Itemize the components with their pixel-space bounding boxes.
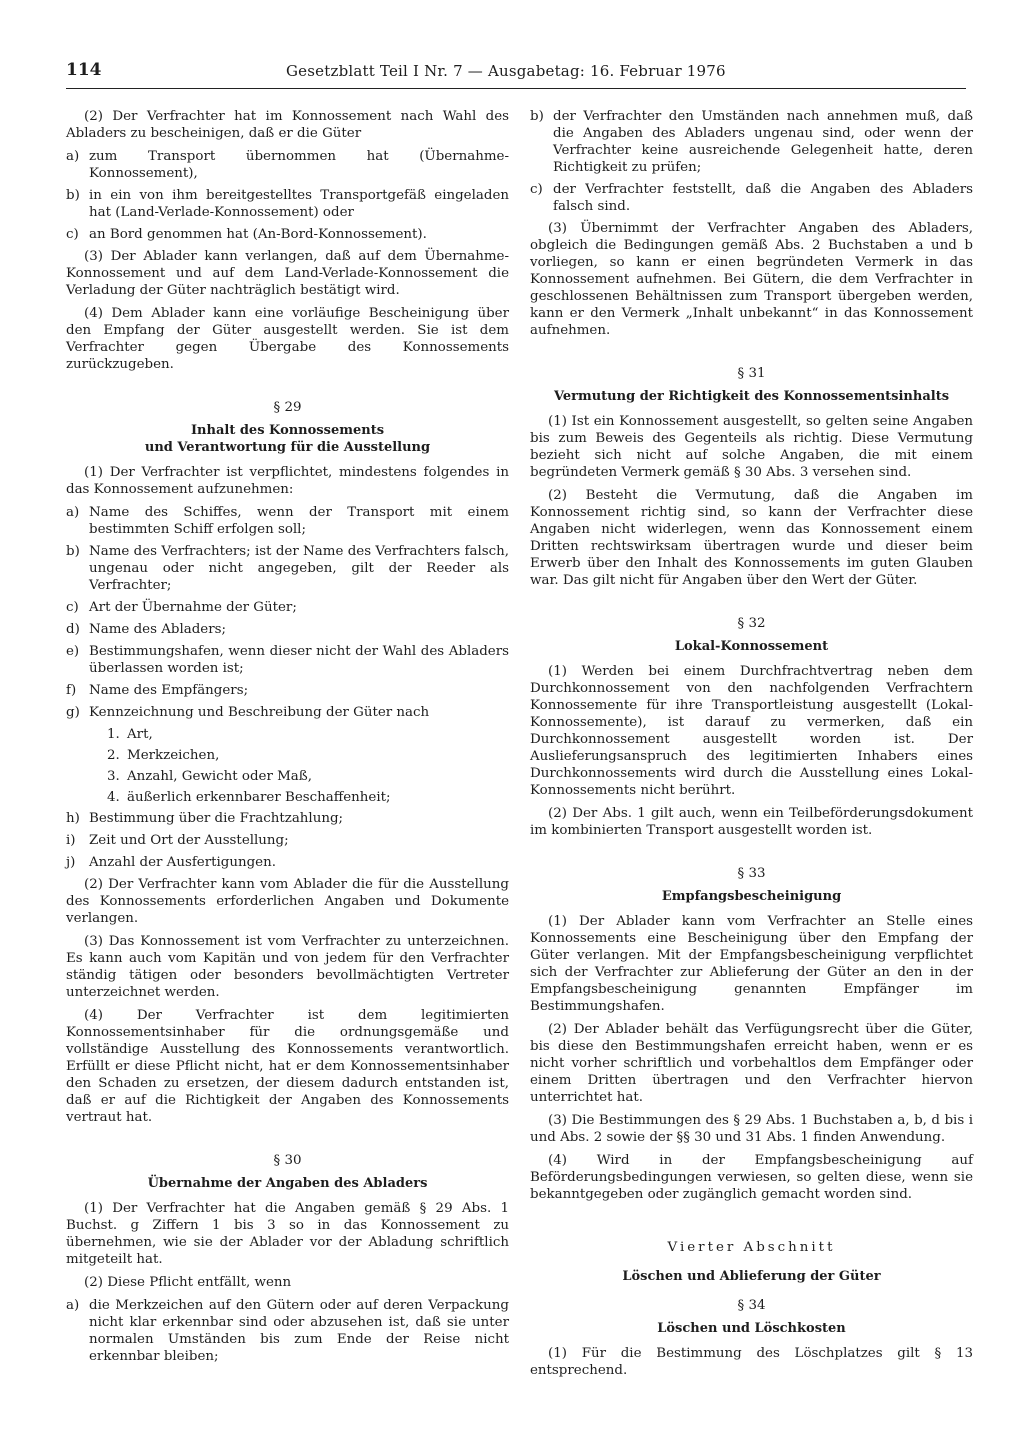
paragraph: (4) Wird in der Empfangsbescheinigung auf Beförderungsbedingungen verwiesen, so gelten diese, wenn sie bekanntgegeben oder zugänglich gemacht worden sind. <box>530 1153 973 1202</box>
left-column <box>66 108 509 1370</box>
list-item: c) der Verfrachter feststellt, daß die Angaben des Abladers falsch sind. <box>530 182 973 214</box>
paragraph: (4) Dem Ablader kann eine vorläufige Bescheinigung über den Empfang der Güter ausgestellt werden. Sie ist dem Verfrachter gegen Übergabe des Konnossements zurückzugeben. <box>66 306 509 372</box>
list-item: a) die Merkzeichen auf den Gütern oder auf deren Verpackung nicht klar erkennbar sind oder abzusehen ist, daß sie unter normalen Umständen bis zum Ende der Reise nicht erkennbar bleiben; <box>66 1298 509 1364</box>
paragraph: (1) Der Verfrachter ist verpflichtet, mindestens folgendes in das Konnossement aufzunehmen: <box>66 465 509 497</box>
list-item: j) Anzahl der Ausfertigungen. <box>66 855 276 870</box>
list-item: a) zum Transport übernommen hat (Übernahme-Konnossement), <box>66 149 509 181</box>
list-item: h) Bestimmung über die Frachtzahlung; <box>66 811 344 826</box>
section-title: Inhalt des Konnossements und Verantwortung für die Ausstellung <box>144 423 431 455</box>
paragraph: (1) Der Verfrachter hat die Angaben gemäß § 29 Abs. 1 Buchst. g Ziffern 1 bis 3 so in das Konnossement zu übernehmen, wie sie der Ablader vor der Abladung schriftlich mitgeteilt hat. <box>66 1201 509 1267</box>
paragraph: (3) Die Bestimmungen des § 29 Abs. 1 Buchstaben a, b, d bis i und Abs. 2 sowie der §§ 30 und 31 Abs. 1 finden Anwendung. <box>530 1113 973 1145</box>
paragraph: (1) Der Ablader kann vom Verfrachter an Stelle eines Konnossements eine Bescheinigung über den Empfang der Güter verlangen. Mit der Empfangsbescheinigung verpflichtet sich der Verfrachter zur Ablieferung der Güter an den in der Empfangsbescheinigung genannten Empfänger im Bestimmungshafen. <box>530 914 973 1014</box>
sub-list-item: 1. Art, <box>107 727 153 742</box>
list-item: c) Art der Übernahme der Güter; <box>66 600 297 615</box>
paragraph: (2) Der Ablader behält das Verfügungsrecht über die Güter, bis diese den Bestimmungshafen erreicht haben, wenn er es nicht vorher schriftlich und vorbehaltlos dem Empfänger oder einem Dritten übertragen und den Verfrachter hiervon unterrichtet hat. <box>530 1022 973 1105</box>
sub-list-item: 3. Anzahl, Gewicht oder Maß, <box>107 769 312 784</box>
section-number: § 30 <box>273 1153 302 1168</box>
list-item: g) Kennzeichnung und Beschreibung der Güter nach <box>66 705 430 720</box>
paragraph: (2) Der Verfrachter hat im Konnossement nach Wahl des Abladers zu bescheinigen, daß er die Güter <box>66 109 509 141</box>
list-item: b) in ein von ihm bereitgestelltes Transportgefäß eingeladen hat (Land-Verlade-Konnossement) oder <box>66 188 509 220</box>
list-item: c) an Bord genommen hat (An-Bord-Konnossement). <box>66 227 427 242</box>
paragraph: (2) Der Abs. 1 gilt auch, wenn ein Teilbeförderungsdokument im kombinierten Transport ausgestellt worden ist. <box>530 806 973 838</box>
gazette-title: Gesetzblatt Teil I Nr. 7 — Ausgabetag: 16. Februar 1976 <box>286 62 726 80</box>
page-header <box>66 60 966 89</box>
paragraph: (4) Der Verfrachter ist dem legitimierten Konnossementsinhaber für die ordnungsgemäße und vollständige Ausstellung des Konnossements verantwortlich. Erfüllt er diese Pflicht nicht, hat er dem Konnossementsinhaber den Schaden zu ersetzen, der diesem dadurch entstanden ist, daß er auf die Richtigkeit der Angaben des Konnossements vertraut hat. <box>66 1008 509 1125</box>
section-title: Vermutung der Richtigkeit des Konnossementsinhalts <box>553 389 950 404</box>
paragraph: (3) Der Ablader kann verlangen, daß auf dem Übernahme-Konnossement und auf dem Land-Verlade-Konnossement die Verladung der Güter nachträglich bestätigt wird. <box>66 249 509 298</box>
list-item: d) Name des Abladers; <box>66 622 226 637</box>
list-item: i) Zeit und Ort der Ausstellung; <box>66 833 289 848</box>
paragraph: (1) Ist ein Konnossement ausgestellt, so gelten seine Angaben bis zum Beweis des Gegenteils als richtig. Diese Vermutung bezieht sich nicht auf solche Angaben, die mit einem begründeten Vermerk gemäß § 30 Abs. 3 versehen sind. <box>530 414 973 480</box>
section-number: § 33 <box>737 866 766 881</box>
list-item: b) der Verfrachter den Umständen nach annehmen muß, daß die Angaben des Abladers ungenau sind, oder wenn der Verfrachter keine ausreichende Gelegenheit hatte, deren Richtigkeit zu prüfen; <box>530 109 973 175</box>
section-title: Lokal-Konnossement <box>674 639 829 654</box>
paragraph: (3) Übernimmt der Verfrachter Angaben des Abladers, obgleich die Bedingungen gemäß Abs. 2 Buchstaben a und b vorliegen, so kann er einen begründeten Vermerk in das Konnossement aufnehmen. Bei Gütern, die dem Verfrachter in geschlossenen Behältnissen zum Transport übergeben werden, kann er den Vermerk „Inhalt unbekannt“ in das Konnossement aufnehmen. <box>530 221 973 338</box>
list-item: e) Bestimmungshafen, wenn dieser nicht der Wahl des Abladers überlassen worden ist; <box>66 644 509 676</box>
section-number: § 29 <box>273 400 302 415</box>
section-number: § 31 <box>737 366 766 381</box>
list-item: f) Name des Empfängers; <box>66 683 249 698</box>
part-heading: Vierter Abschnitt <box>667 1240 836 1255</box>
paragraph: (2) Der Verfrachter kann vom Ablader die für die Ausstellung des Konnossements erforderlichen Angaben und Dokumente verlangen. <box>66 877 509 926</box>
paragraph: (1) Werden bei einem Durchfrachtvertrag neben dem Durchkonnossement von den nachfolgenden Verfrachtern Konnossemente für ihre Transportleistung ausgestellt (Lokal-Konnossemente), ist darauf zu vermerken, daß ein Durchkonnossement ausgestellt worden ist. Der Auslieferungsanspruch des legitimierten Inhabers eines Durchkonnossements wird durch die Ausstellung eines Lokal-Konnossements nicht berührt. <box>530 664 973 798</box>
section-number: § 32 <box>737 616 766 631</box>
section-number: § 34 <box>737 1298 766 1313</box>
right-column <box>530 108 973 1385</box>
page-number: 114 <box>66 60 102 80</box>
part-title: Löschen und Ablieferung der Güter <box>622 1269 881 1284</box>
paragraph: (2) Diese Pflicht entfällt, wenn <box>84 1275 292 1290</box>
list-item: b) Name des Verfrachters; ist der Name des Verfrachters falsch, ungenau oder nicht angegeben, gilt der Reeder als Verfrachter; <box>66 544 509 593</box>
paragraph: (1) Für die Bestimmung des Löschplatzes gilt § 13 entsprechend. <box>530 1346 973 1378</box>
section-title: Übernahme der Angaben des Abladers <box>147 1176 428 1191</box>
paragraph: (3) Das Konnossement ist vom Verfrachter zu unterzeichnen. Es kann auch vom Kapitän und von jedem für den Verfrachter ständig tätigen oder besonders bevollmächtigten Vertreter unterzeichnet werden. <box>66 934 509 1000</box>
section-title: Empfangsbescheinigung <box>661 889 842 904</box>
list-item: a) Name des Schiffes, wenn der Transport mit einem bestimmten Schiff erfolgen soll; <box>66 505 509 537</box>
section-title: Löschen und Löschkosten <box>657 1321 846 1336</box>
sub-list-item: 2. Merkzeichen, <box>107 748 220 763</box>
paragraph: (2) Besteht die Vermutung, daß die Angaben im Konnossement richtig sind, so kann der Verfrachter diese Angaben nicht widerlegen, wenn das Konnossement einem Dritten rechtswirksam übertragen wurde und dieser beim Erwerb über den Inhalt des Konnossements im guten Glauben war. Das gilt nicht für Angaben über den Wert der Güter. <box>530 488 973 588</box>
sub-list-item: 4. äußerlich erkennbarer Beschaffenheit; <box>107 790 391 805</box>
